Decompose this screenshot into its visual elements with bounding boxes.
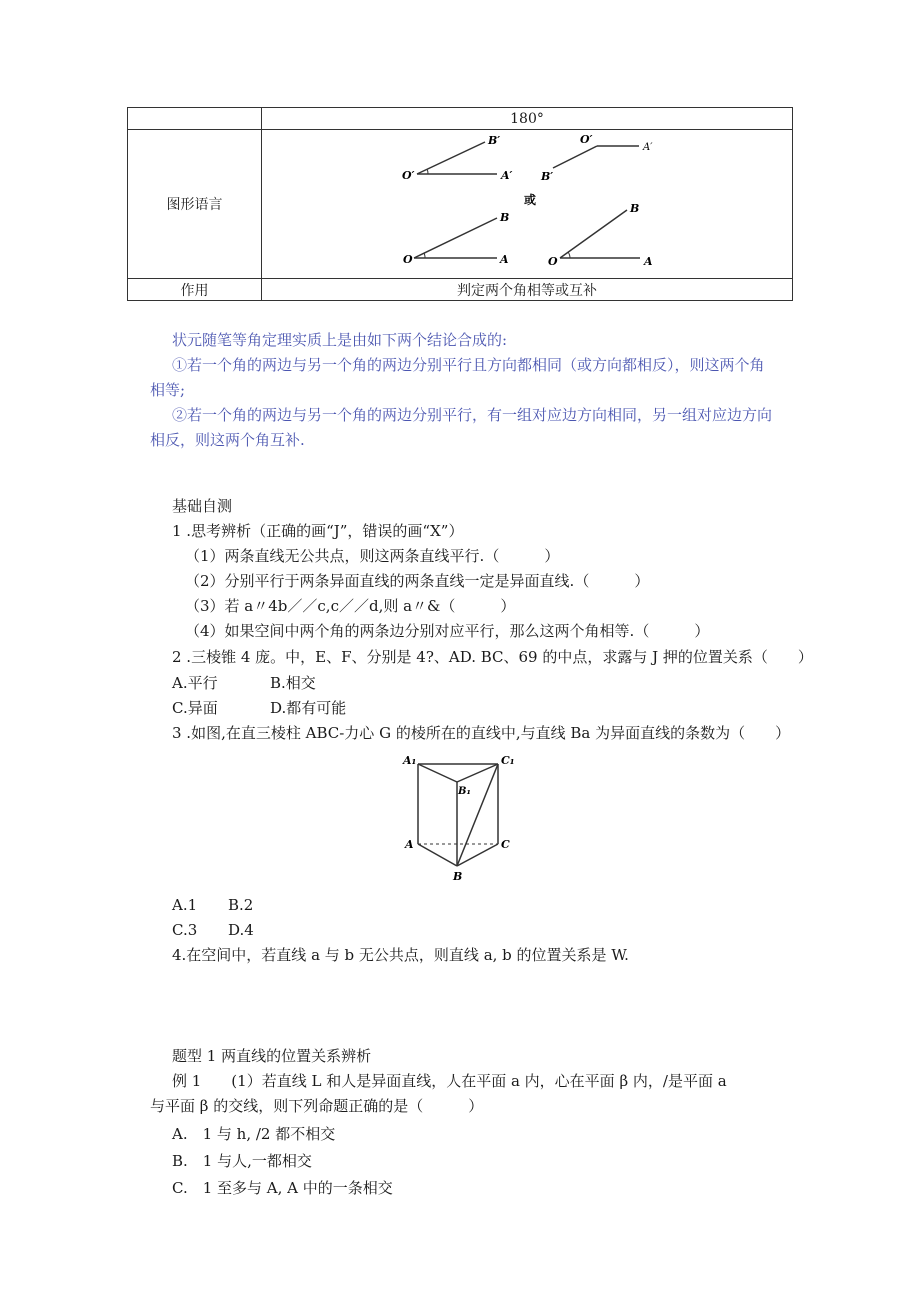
label-b: B	[453, 870, 463, 883]
question-3-option-b: B.2	[228, 896, 254, 914]
table-cell-use-value: 判定两个角相等或互补	[262, 279, 793, 301]
question-2-option-d: D.都有可能	[270, 699, 347, 717]
label-b-prime: B′	[488, 134, 501, 147]
question-3-option-d: D.4	[228, 921, 254, 939]
section-title-type1: 题型 1 两直线的位置关系辨析	[172, 1047, 372, 1065]
label-b: B	[500, 211, 510, 224]
question-1: 1 .思考辨析（正确的画“J”，错误的画“X”）	[172, 522, 464, 540]
question-2-option-b: B.相交	[270, 674, 316, 692]
label-a: A	[405, 838, 414, 851]
prism-figure	[400, 752, 520, 887]
table-cell-figure-label: 图形语言	[128, 130, 262, 279]
line-oprime2-bprime	[553, 146, 597, 168]
example-1-option-c: C. 1 至多与 A, A 中的一条相交	[172, 1179, 393, 1197]
table-cell-180: 180°	[262, 108, 793, 130]
table-cell-figure	[262, 130, 793, 279]
label-o-prime-right: O′	[580, 133, 593, 146]
label-b-prime-right: B′	[541, 170, 554, 183]
note-item1-line1: ①若一个角的两边与另一个角的两边分别平行且方向都相同（或方向都相反），则这两个角	[172, 356, 765, 374]
label-a-prime: A′	[501, 169, 513, 182]
question-4: 4.在空间中，若直线 a 与 b 无公共点，则直线 a, b 的位置关系是 W.	[172, 946, 629, 964]
label-or: 或	[524, 193, 537, 207]
example-1-option-a: A. 1 与 h, /2 都不相交	[172, 1125, 336, 1143]
note-item2-line2: 相反，则这两个角互补.	[150, 431, 305, 449]
question-1-3: （3）若 a〃4b／／c,c／／d,则 a〃&（ ）	[185, 597, 516, 615]
angle-arc-o2	[568, 252, 570, 258]
theorem-table	[127, 107, 793, 301]
question-2: 2 .三棱锥 4 庞。中，E、F、分别是 4?、AD. BC、69 的中点，求露与 J 押的位置关系（ ）	[172, 648, 813, 666]
question-3: 3 .如图,在直三棱柱 ABC-力心 G 的棱所在的直线中,与直线 Ba 为异面直线的条数为（ ）	[172, 724, 791, 742]
example-1-line1: 例 1 (1）若直线 L 和人是异面直线，人在平面 a 内，心在平面 β 内，/是平面 a	[172, 1072, 727, 1090]
label-a-prime-right: A′	[643, 142, 653, 153]
question-1-2: （2）分别平行于两条异面直线的两条直线一定是异面直线.（ ）	[185, 572, 650, 590]
line-o-b	[414, 218, 497, 258]
question-1-4: （4）如果空间中两个角的两条边分别对应平行，那么这两个角相等.（ ）	[185, 622, 710, 640]
example-1-option-b: B. 1 与人,一都相交	[172, 1152, 312, 1170]
edge-b-c	[457, 844, 498, 866]
section-title-self-test: 基础自测	[172, 497, 233, 515]
question-3-option-a: A.1	[172, 896, 198, 914]
line-o2-b	[560, 210, 627, 258]
label-b1: B₁	[458, 786, 471, 797]
note-item2-line1: ②若一个角的两边与另一个角的两边分别平行，有一组对应边方向相同，另一组对应边方向	[172, 406, 773, 424]
question-1-1: （1）两条直线无公共点，则这两条直线平行.（ ）	[185, 547, 560, 565]
label-a-right: A	[644, 255, 653, 268]
edge-a-b	[418, 844, 457, 866]
question-3-option-c: C.3	[172, 921, 198, 939]
note-intro: 状元随笔等角定理实质上是由如下两个结论合成的:	[172, 331, 508, 349]
question-2-option-c: C.异面	[172, 699, 218, 717]
table-cell-empty	[128, 108, 262, 130]
label-o: O	[403, 253, 413, 266]
label-o-prime: O′	[402, 169, 415, 182]
note-item1-line2: 相等;	[150, 381, 186, 399]
table-cell-use-label: 作用	[128, 279, 262, 301]
example-1-line2: 与平面 β 的交线，则下列命题正确的是（ ）	[150, 1097, 484, 1115]
edge-a1-b1	[418, 764, 457, 782]
label-b-right: B	[630, 202, 640, 215]
label-a: A	[500, 253, 509, 266]
label-o-right: O	[548, 255, 558, 268]
label-a1: A₁	[403, 754, 417, 767]
label-c: C	[501, 838, 510, 851]
angle-figures	[262, 130, 792, 278]
label-c1: C₁	[501, 754, 515, 767]
question-2-option-a: A.平行	[172, 674, 218, 692]
